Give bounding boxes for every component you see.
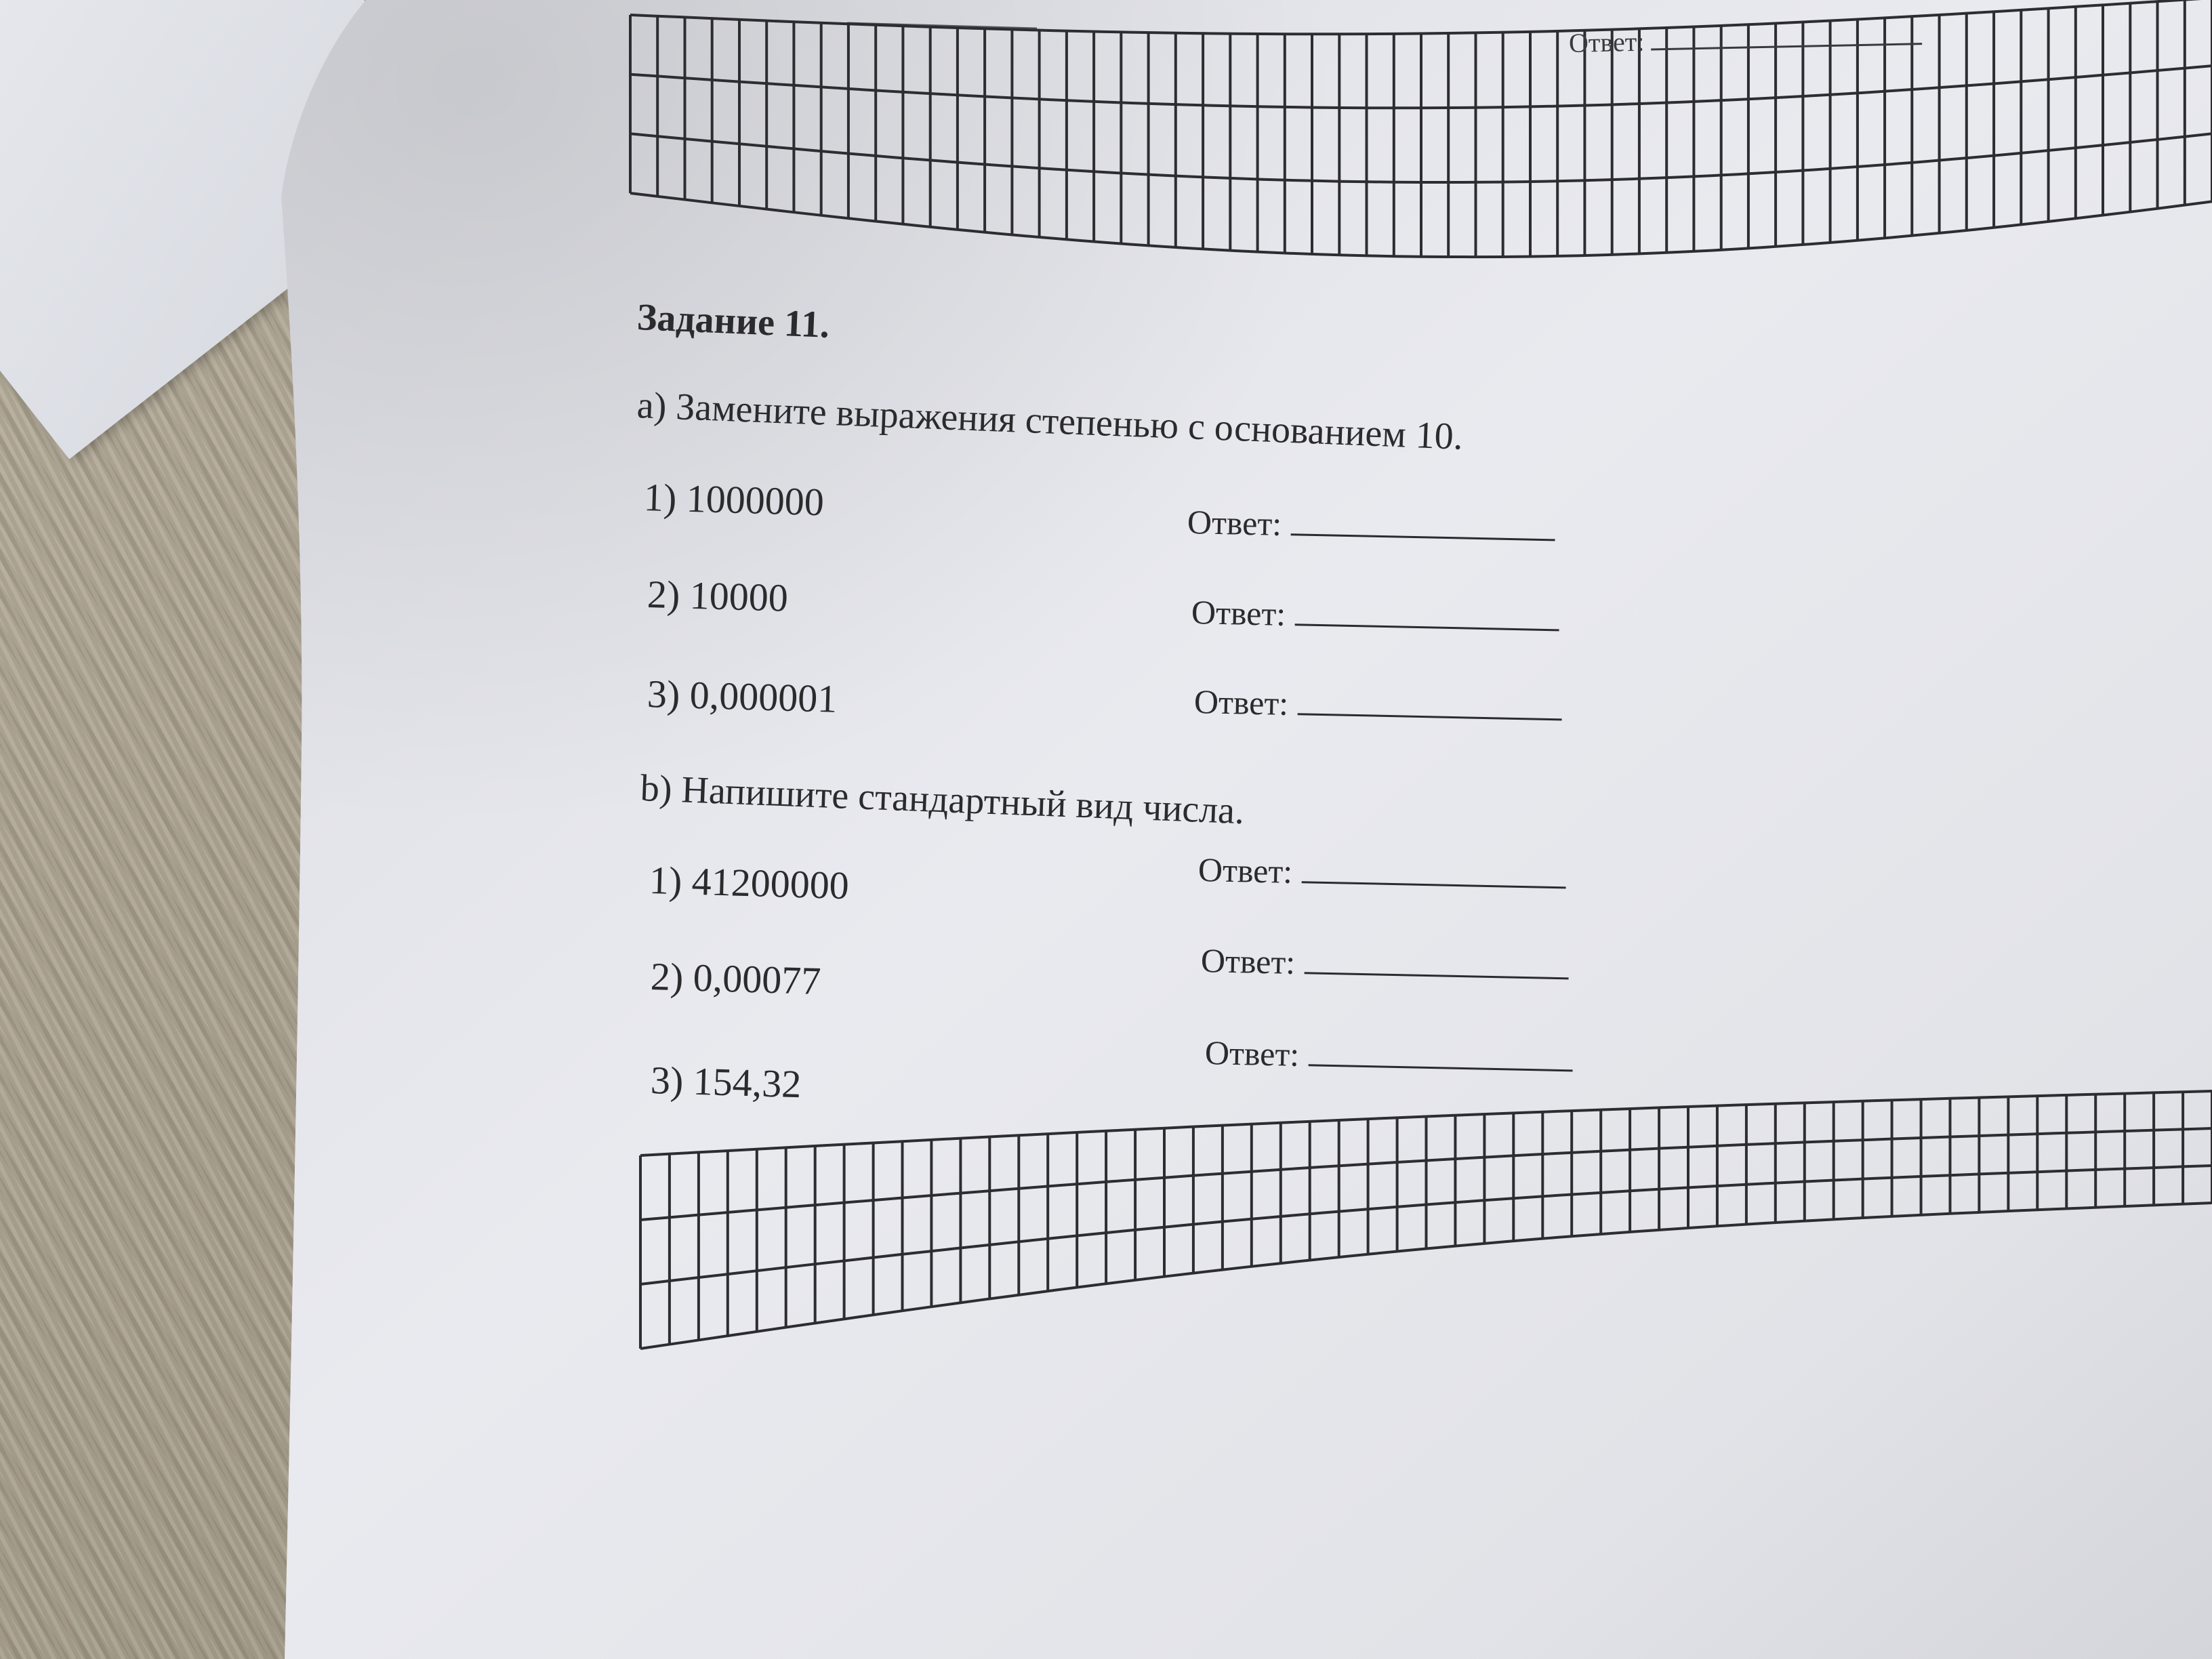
answer-blank[interactable]	[1295, 623, 1559, 631]
top-answer-label: Ответ:	[1568, 26, 1645, 58]
part-b-item-1: 1) 41200000	[649, 858, 850, 908]
answer-label: Ответ:	[1187, 503, 1282, 543]
part-b-item-3: 3) 154,32	[650, 1058, 802, 1107]
answer-label: Ответ:	[1193, 682, 1289, 722]
answer-label: Ответ:	[1191, 593, 1286, 633]
answer-blank[interactable]	[1302, 880, 1566, 888]
answer-label: Ответ:	[1204, 1033, 1300, 1073]
answer-blank[interactable]	[1309, 1063, 1573, 1071]
part-a-item-2: 2) 10000	[647, 572, 789, 620]
answer-label: Ответ:	[1197, 851, 1293, 890]
part-b-item-2: 2) 0,00077	[650, 954, 822, 1004]
answer-label: Ответ:	[1200, 941, 1296, 981]
part-a-answer-1	[1187, 505, 1555, 546]
part-a-answer-3	[1193, 684, 1562, 726]
task-title: Задание 11.	[636, 296, 831, 346]
part-b-answer-1	[1197, 853, 1566, 894]
part-a-prompt: a) Замените выражения степенью с основанием 10.	[636, 384, 1464, 458]
answer-blank[interactable]	[1298, 712, 1562, 720]
answer-blank[interactable]	[1305, 971, 1569, 979]
part-a-item-3: 3) 0,000001	[647, 672, 838, 721]
answer-blank[interactable]	[1291, 533, 1555, 541]
part-b-prompt: b) Напишите стандартный вид числа.	[639, 767, 1246, 833]
part-a-item-1: 1) 1000000	[643, 475, 825, 525]
part-b-answer-2	[1200, 943, 1569, 985]
part-b-answer-3	[1204, 1033, 1573, 1077]
top-answer-blank[interactable]	[1652, 42, 1923, 50]
part-a-answer-2	[1191, 595, 1559, 636]
